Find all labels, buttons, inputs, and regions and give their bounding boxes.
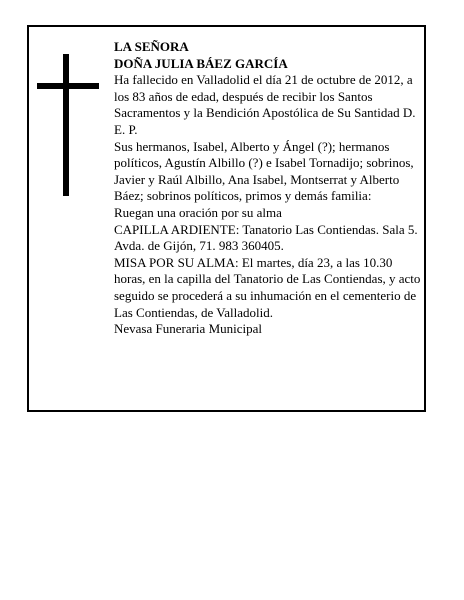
notice-paragraph-chapel: CAPILLA ARDIENTE: Tanatorio Las Contiendas. Sala 5. Avda. de Gijón, 71. 983 360405. — [114, 221, 418, 254]
notice-heading-name: DOÑA JULIA BÁEZ GARCÍA — [114, 55, 288, 71]
notice-paragraph-funeral-home: Nevasa Funeraria Municipal — [114, 321, 263, 337]
notice-heading-title: LA SEÑORA — [114, 39, 189, 54]
notice-paragraph-family: Sus hermanos, Isabel, Alberto y Ángel (?); hermanos políticos, Agustín Albillo (?) e Isabel Tornadijo; sobrinos, Javier y Raúl Albillo, Ana Isabel, Montserrat y Alberto Báez; sobrinos políticos, primos y demás familia: — [114, 138, 414, 204]
notice-paragraph-prayer: Ruegan una oración por su alma — [114, 204, 282, 220]
cross-horizontal-bar — [37, 83, 99, 89]
notice-text — [114, 39, 426, 338]
cross-icon — [37, 54, 99, 196]
notice-paragraph-mass: MISA POR SU ALMA: El martes, día 23, a las 10.30 horas, en la capilla del Tanatorio de Las Contiendas, y acto seguido se procederá a su inhumación en el cementerio de Las Contiendas, de Valladolid. — [114, 254, 421, 320]
cross-vertical-bar — [63, 54, 69, 196]
notice-paragraph-death: Ha fallecido en Valladolid el día 21 de octubre de 2012, a los 83 años de edad, después de recibir los Santos Sacramentos y la Bendición Apostólica de Su Santidad D. E. P. — [114, 72, 416, 137]
